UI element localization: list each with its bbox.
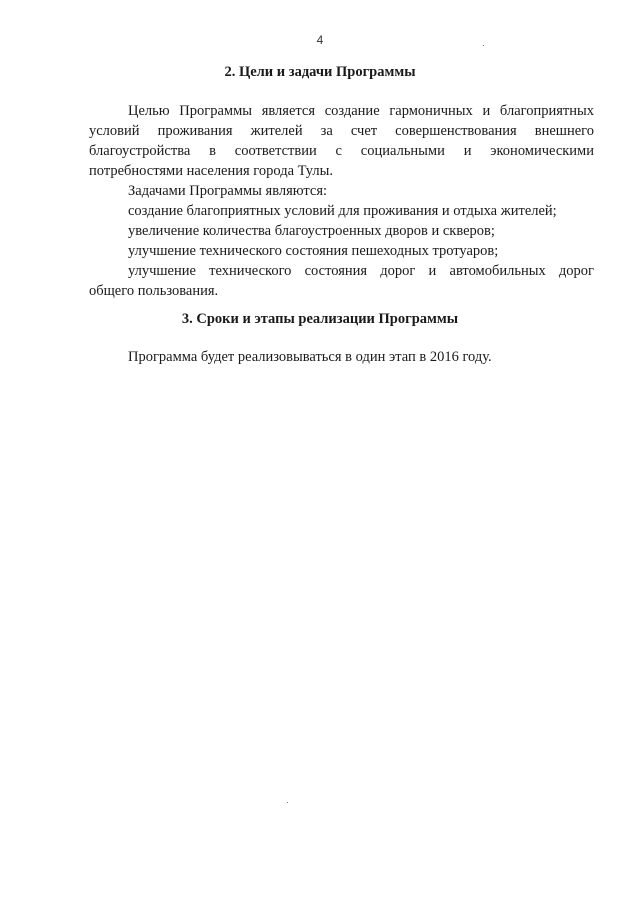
goal-line-1: Целью Программы является создание гармоничных и благоприятных bbox=[128, 103, 594, 119]
task-line-4: улучшение технического состояния дорог и автомобильных дорог bbox=[128, 263, 594, 279]
scan-speck bbox=[483, 45, 484, 46]
task-line-5: общего пользования. bbox=[89, 283, 219, 299]
task-line-1: создание благоприятных условий для проживания и отдыха жителей; bbox=[128, 203, 557, 219]
goal-line-2: условий проживания жителей за счет совершенствования внешнего bbox=[89, 123, 594, 139]
goal-line-4: потребностями населения города Тулы. bbox=[89, 163, 334, 179]
page-number: 4 bbox=[316, 33, 324, 47]
scan-speck bbox=[287, 802, 288, 803]
section-2-heading: 2. Цели и задачи Программы bbox=[224, 64, 416, 80]
goal-line-3: благоустройства в соответствии с социальными и экономическими bbox=[89, 143, 594, 159]
section-3-heading: 3. Сроки и этапы реализации Программы bbox=[181, 311, 459, 327]
task-line-3: улучшение технического состояния пешеходных тротуаров; bbox=[128, 243, 499, 259]
section-3-text: Программа будет реализовываться в один этап в 2016 году. bbox=[128, 349, 492, 365]
tasks-intro: Задачами Программы являются: bbox=[128, 183, 328, 199]
task-line-2: увеличение количества благоустроенных дворов и скверов; bbox=[128, 223, 495, 239]
